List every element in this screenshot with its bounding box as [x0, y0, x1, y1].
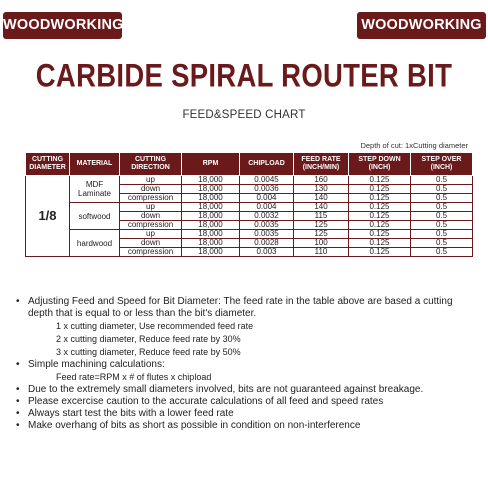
chipload-cell: 0.0035: [240, 230, 294, 239]
step-down-cell: 0.125: [349, 203, 411, 212]
step-down-cell: 0.125: [349, 248, 411, 257]
bullet-calc: [16, 359, 476, 371]
brand-badge-left: WOODWORKING: [3, 12, 122, 39]
step-down-cell: 0.125: [349, 239, 411, 248]
note-text: Make overhang of bits as short as possible in condition on non-interference: [28, 420, 361, 431]
chipload-cell: 0.0035: [240, 221, 294, 230]
cutting-diameter-cell: 1/8: [26, 176, 70, 257]
bullet-icon: •: [16, 296, 20, 307]
note-text: Due to the extremely small diameters involved, bits are not guaranteed against breakage.: [28, 384, 424, 395]
bullet-icon: •: [16, 420, 20, 431]
bullet-adjust: [16, 296, 476, 320]
bullet-note: [16, 420, 476, 432]
direction-cell: compression: [120, 194, 182, 203]
step-over-cell: 0.5: [411, 176, 473, 185]
rpm-cell: 18,000: [182, 230, 240, 239]
table-row: [26, 203, 473, 212]
header-material: MATERIAL: [70, 153, 120, 176]
rpm-cell: 18,000: [182, 176, 240, 185]
header-chipload: CHIPLOAD: [240, 153, 294, 176]
rpm-cell: 18,000: [182, 185, 240, 194]
table-header-row: [26, 153, 473, 176]
calc-text: Simple machining calculations:: [28, 359, 165, 370]
bullet-note: [16, 396, 476, 408]
step-down-cell: 0.125: [349, 212, 411, 221]
step-down-cell: 0.125: [349, 221, 411, 230]
feed-speed-table: [25, 152, 473, 257]
chipload-cell: 0.004: [240, 203, 294, 212]
chipload-cell: 0.0028: [240, 239, 294, 248]
rpm-cell: 18,000: [182, 248, 240, 257]
page-title: CARBIDE SPIRAL ROUTER BIT: [35, 57, 453, 94]
header-step-down: STEP DOWN (INCH): [349, 153, 411, 176]
step-over-cell: 0.5: [411, 221, 473, 230]
header-step-over: STEP OVER (INCH): [411, 153, 473, 176]
feed-rate-cell: 100: [294, 239, 349, 248]
page-subtitle: FEED&SPEED CHART: [182, 109, 306, 121]
material-cell: hardwood: [70, 230, 120, 257]
rpm-cell: 18,000: [182, 221, 240, 230]
header-feed-rate: FEED RATE (INCH/MIN): [294, 153, 349, 176]
table-row: [26, 230, 473, 239]
notes-section: [16, 296, 476, 432]
direction-cell: up: [120, 176, 182, 185]
note-text: Always start test the bits with a lower feed rate: [28, 408, 234, 419]
direction-cell: up: [120, 203, 182, 212]
direction-cell: up: [120, 230, 182, 239]
chipload-cell: 0.0032: [240, 212, 294, 221]
step-over-cell: 0.5: [411, 185, 473, 194]
step-over-cell: 0.5: [411, 194, 473, 203]
step-down-cell: 0.125: [349, 185, 411, 194]
rpm-cell: 18,000: [182, 212, 240, 221]
feed-rate-cell: 160: [294, 176, 349, 185]
bullet-icon: •: [16, 408, 20, 419]
chipload-cell: 0.0036: [240, 185, 294, 194]
step-over-cell: 0.5: [411, 203, 473, 212]
rpm-cell: 18,000: [182, 194, 240, 203]
direction-cell: compression: [120, 221, 182, 230]
header-rpm: RPM: [182, 153, 240, 176]
header-cutting-diameter: CUTTING DIAMETER: [26, 153, 70, 176]
step-down-cell: 0.125: [349, 194, 411, 203]
bullet-icon: •: [16, 396, 20, 407]
bullet-note: [16, 384, 476, 396]
chipload-cell: 0.0045: [240, 176, 294, 185]
feed-rate-cell: 115: [294, 212, 349, 221]
direction-cell: down: [120, 239, 182, 248]
step-down-cell: 0.125: [349, 176, 411, 185]
calc-formula: Feed rate=RPM x # of flutes x chipload: [56, 372, 212, 382]
feed-rate-cell: 110: [294, 248, 349, 257]
rpm-cell: 18,000: [182, 203, 240, 212]
feed-rate-cell: 140: [294, 203, 349, 212]
adjust-item: 3 x cutting diameter, Reduce feed rate by 50%: [56, 347, 241, 357]
header-cutting-direction: CUTTING DIRECTION: [120, 153, 182, 176]
bullet-icon: •: [16, 384, 20, 395]
material-cell: MDF Laminate: [70, 176, 120, 203]
depth-note: Depth of cut: 1xCutting diameter: [360, 141, 468, 150]
step-down-cell: 0.125: [349, 230, 411, 239]
chipload-cell: 0.003: [240, 248, 294, 257]
step-over-cell: 0.5: [411, 239, 473, 248]
material-cell: softwood: [70, 203, 120, 230]
direction-cell: down: [120, 185, 182, 194]
adjust-item: 2 x cutting diameter, Reduce feed rate by 30%: [56, 334, 241, 344]
feed-rate-cell: 125: [294, 230, 349, 239]
step-over-cell: 0.5: [411, 212, 473, 221]
note-text: Please excercise caution to the accurate calculations of all feed and speed rates: [28, 396, 384, 407]
step-over-cell: 0.5: [411, 230, 473, 239]
adjust-item: 1 x cutting diameter, Use recommended feed rate: [56, 321, 254, 331]
direction-cell: down: [120, 212, 182, 221]
bullet-note: [16, 408, 476, 420]
brand-badge-right: WOODWORKING: [357, 12, 486, 39]
feed-rate-cell: 130: [294, 185, 349, 194]
step-over-cell: 0.5: [411, 248, 473, 257]
adjust-text: Adjusting Feed and Speed for Bit Diameter: The feed rate in the table above are based a cutting depth that is equal to or less than the bit's diameter.: [28, 296, 453, 319]
rpm-cell: 18,000: [182, 239, 240, 248]
table-row: [26, 176, 473, 185]
direction-cell: compression: [120, 248, 182, 257]
chipload-cell: 0.004: [240, 194, 294, 203]
feed-rate-cell: 140: [294, 194, 349, 203]
feed-rate-cell: 125: [294, 221, 349, 230]
bullet-icon: •: [16, 359, 20, 370]
